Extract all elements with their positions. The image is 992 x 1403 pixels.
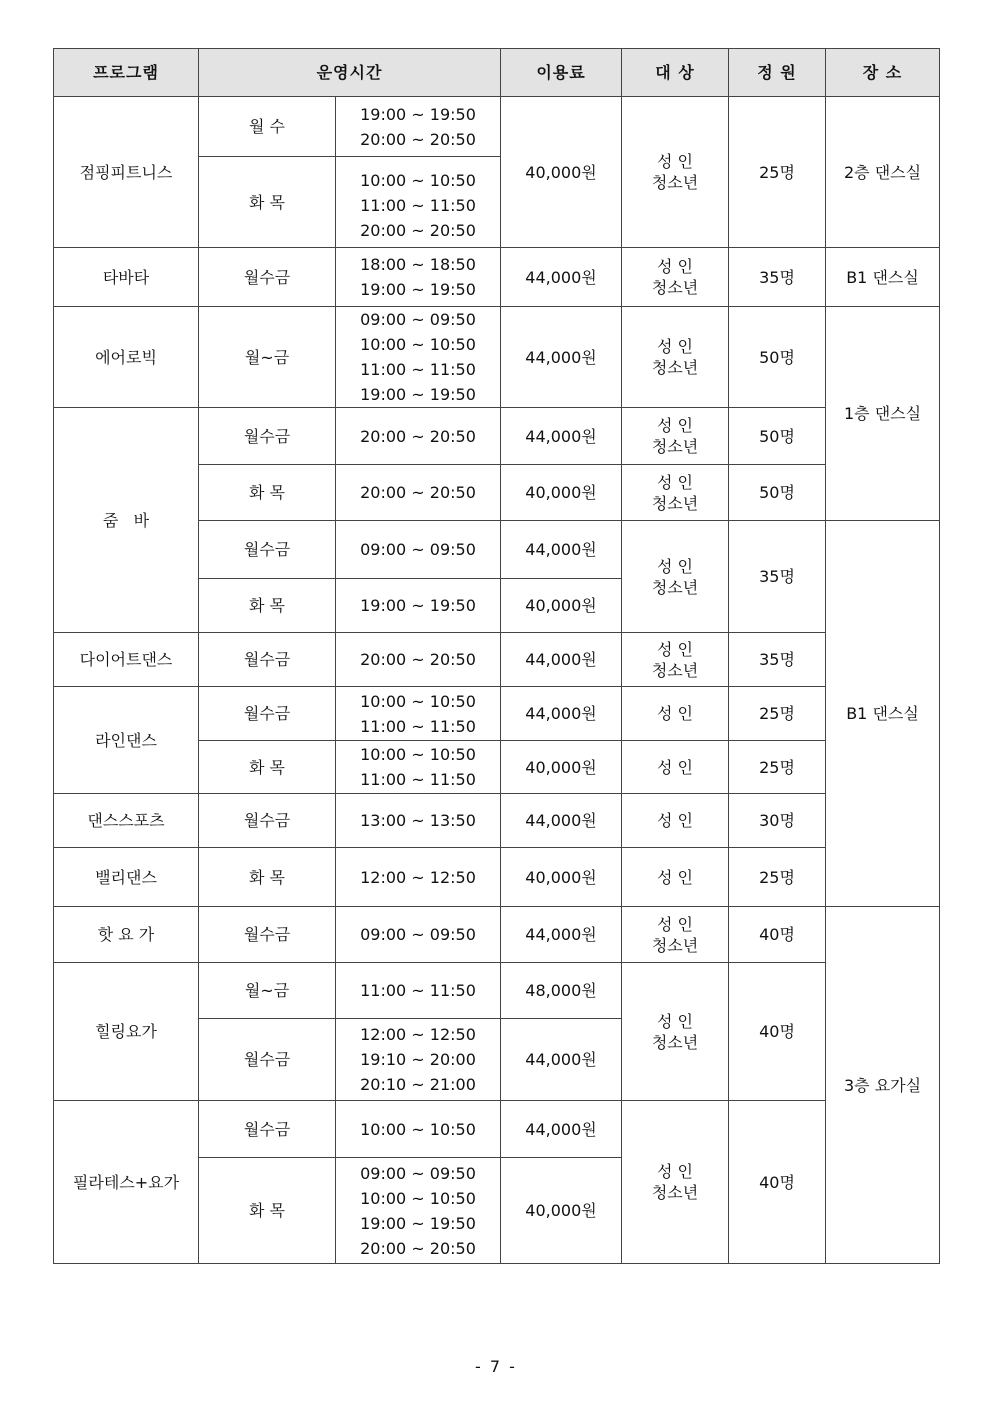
fee-cell: 44,000원 xyxy=(501,907,622,963)
time-cell: 20:00 ~ 20:50 xyxy=(336,633,501,687)
target-cell: 성 인 청소년 xyxy=(622,408,729,465)
time-cell: 19:00 ~ 19:50 20:00 ~ 20:50 xyxy=(336,97,501,157)
time-cell: 19:00 ~ 19:50 xyxy=(336,579,501,633)
schedule-table xyxy=(53,48,940,1264)
program-cell: 다이어트댄스 xyxy=(54,633,199,687)
capacity-cell: 50명 xyxy=(729,408,826,465)
target-cell: 성 인 청소년 xyxy=(622,248,729,307)
time-cell: 09:00 ~ 09:50 xyxy=(336,521,501,579)
capacity-cell: 35명 xyxy=(729,248,826,307)
time-cell: 11:00 ~ 11:50 xyxy=(336,963,501,1019)
place-cell: B1 댄스실 xyxy=(826,248,940,307)
fee-cell: 44,000원 xyxy=(501,248,622,307)
time-cell: 10:00 ~ 10:50 xyxy=(336,1101,501,1158)
day-cell: 월수금 xyxy=(199,1101,336,1158)
capacity-cell: 50명 xyxy=(729,307,826,408)
time-cell: 18:00 ~ 18:50 19:00 ~ 19:50 xyxy=(336,248,501,307)
program-cell: 점핑피트니스 xyxy=(54,97,199,248)
target-cell: 성 인 청소년 xyxy=(622,907,729,963)
fee-cell: 40,000원 xyxy=(501,465,622,521)
fee-cell: 44,000원 xyxy=(501,307,622,408)
day-cell: 월수금 xyxy=(199,248,336,307)
program-cell: 힐링요가 xyxy=(54,963,199,1101)
program-cell: 에어로빅 xyxy=(54,307,199,408)
place-cell: 2층 댄스실 xyxy=(826,97,940,248)
day-cell: 월수금 xyxy=(199,633,336,687)
header-target: 대 상 xyxy=(622,49,729,97)
program-cell: 댄스스포츠 xyxy=(54,794,199,848)
fee-cell: 40,000원 xyxy=(501,1158,622,1264)
table-row xyxy=(54,633,940,687)
program-cell: 라인댄스 xyxy=(54,687,199,794)
day-cell: 월수금 xyxy=(199,794,336,848)
fee-cell: 40,000원 xyxy=(501,741,622,794)
day-cell: 화 목 xyxy=(199,1158,336,1264)
table-row xyxy=(54,963,940,1019)
fee-cell: 44,000원 xyxy=(501,408,622,465)
day-cell: 월수금 xyxy=(199,907,336,963)
fee-cell: 40,000원 xyxy=(501,97,622,248)
fee-cell: 44,000원 xyxy=(501,687,622,741)
table-row xyxy=(54,97,940,157)
target-cell: 성 인 xyxy=(622,687,729,741)
place-cell: 3층 요가실 xyxy=(826,907,940,1264)
target-cell: 성 인 청소년 xyxy=(622,1101,729,1264)
time-cell: 09:00 ~ 09:50 10:00 ~ 10:50 11:00 ~ 11:50 19:00 ~ 19:50 xyxy=(336,307,501,408)
table-row xyxy=(54,907,940,963)
day-cell: 월~금 xyxy=(199,307,336,408)
capacity-cell: 25명 xyxy=(729,848,826,907)
day-cell: 월수금 xyxy=(199,521,336,579)
time-cell: 12:00 ~ 12:50 19:10 ~ 20:00 20:10 ~ 21:00 xyxy=(336,1019,501,1101)
day-cell: 월~금 xyxy=(199,963,336,1019)
time-cell: 10:00 ~ 10:50 11:00 ~ 11:50 20:00 ~ 20:50 xyxy=(336,157,501,248)
target-cell: 성 인 청소년 xyxy=(622,97,729,248)
header-row xyxy=(54,49,940,97)
target-cell: 성 인 xyxy=(622,794,729,848)
capacity-cell: 25명 xyxy=(729,741,826,794)
program-cell: 핫 요 가 xyxy=(54,907,199,963)
program-cell: 밸리댄스 xyxy=(54,848,199,907)
place-cell: 1층 댄스실 xyxy=(826,307,940,521)
table-row xyxy=(54,408,940,465)
target-cell: 성 인 청소년 xyxy=(622,633,729,687)
header-fee: 이용료 xyxy=(501,49,622,97)
program-cell: 필라테스+요가 xyxy=(54,1101,199,1264)
fee-cell: 44,000원 xyxy=(501,1101,622,1158)
table-row xyxy=(54,687,940,741)
target-cell: 성 인 청소년 xyxy=(622,307,729,408)
time-cell: 09:00 ~ 09:50 10:00 ~ 10:50 19:00 ~ 19:50 20:00 ~ 20:50 xyxy=(336,1158,501,1264)
day-cell: 화 목 xyxy=(199,465,336,521)
time-cell: 12:00 ~ 12:50 xyxy=(336,848,501,907)
capacity-cell: 25명 xyxy=(729,687,826,741)
target-cell: 성 인 청소년 xyxy=(622,521,729,633)
capacity-cell: 40명 xyxy=(729,907,826,963)
table-row xyxy=(54,248,940,307)
capacity-cell: 35명 xyxy=(729,633,826,687)
fee-cell: 44,000원 xyxy=(501,794,622,848)
fee-cell: 40,000원 xyxy=(501,848,622,907)
capacity-cell: 40명 xyxy=(729,1101,826,1264)
header-capacity: 정 원 xyxy=(729,49,826,97)
program-cell: 타바타 xyxy=(54,248,199,307)
day-cell: 화 목 xyxy=(199,157,336,248)
table-row xyxy=(54,1101,940,1158)
day-cell: 화 목 xyxy=(199,741,336,794)
capacity-cell: 25명 xyxy=(729,97,826,248)
capacity-cell: 30명 xyxy=(729,794,826,848)
fee-cell: 44,000원 xyxy=(501,633,622,687)
table-row xyxy=(54,794,940,848)
program-cell: 줌 바 xyxy=(54,408,199,633)
time-cell: 09:00 ~ 09:50 xyxy=(336,907,501,963)
time-cell: 10:00 ~ 10:50 11:00 ~ 11:50 xyxy=(336,687,501,741)
fee-cell: 44,000원 xyxy=(501,521,622,579)
table-row xyxy=(54,307,940,408)
target-cell: 성 인 청소년 xyxy=(622,465,729,521)
target-cell: 성 인 xyxy=(622,848,729,907)
header-program: 프로그램 xyxy=(54,49,199,97)
target-cell: 성 인 xyxy=(622,741,729,794)
day-cell: 화 목 xyxy=(199,848,336,907)
fee-cell: 48,000원 xyxy=(501,963,622,1019)
day-cell: 월수금 xyxy=(199,687,336,741)
day-cell: 화 목 xyxy=(199,579,336,633)
place-cell: B1 댄스실 xyxy=(826,521,940,907)
day-cell: 월수금 xyxy=(199,1019,336,1101)
time-cell: 10:00 ~ 10:50 11:00 ~ 11:50 xyxy=(336,741,501,794)
capacity-cell: 40명 xyxy=(729,963,826,1101)
page-number: - 7 - xyxy=(475,1357,517,1376)
target-cell: 성 인 청소년 xyxy=(622,963,729,1101)
header-place: 장 소 xyxy=(826,49,940,97)
day-cell: 월수금 xyxy=(199,408,336,465)
fee-cell: 40,000원 xyxy=(501,579,622,633)
fee-cell: 44,000원 xyxy=(501,1019,622,1101)
capacity-cell: 35명 xyxy=(729,521,826,633)
time-cell: 13:00 ~ 13:50 xyxy=(336,794,501,848)
table-row xyxy=(54,848,940,907)
day-cell: 월 수 xyxy=(199,97,336,157)
time-cell: 20:00 ~ 20:50 xyxy=(336,408,501,465)
capacity-cell: 50명 xyxy=(729,465,826,521)
time-cell: 20:00 ~ 20:50 xyxy=(336,465,501,521)
header-schedule: 운영시간 xyxy=(199,49,501,97)
